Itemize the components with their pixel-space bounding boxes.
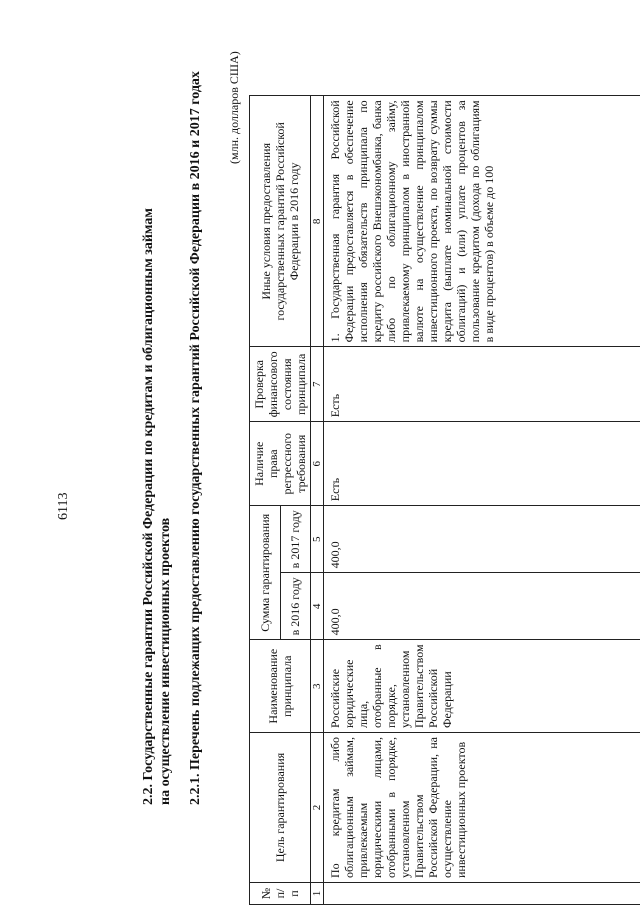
- subsection-heading: 2.2.1. Перечень подлежащих предоставлению государственных гарантий Российской Федерации в 2016 и 2017 годах: [188, 71, 203, 805]
- header-principal: Наименование принципала: [250, 640, 311, 733]
- column-number: 5: [311, 506, 324, 573]
- header-amount-2016: в 2016 году: [280, 573, 311, 640]
- column-number: 4: [311, 573, 324, 640]
- table-row: [324, 96, 640, 905]
- row-other-conditions: 1. Государственная гарантия Российской Федерации предоставляется в обеспечение исполнения обязательств принципала по кредиту российского Внешэкономбанка, банка либо по облигационному займу, привлекаемому принципалом в иностранной валюте на осуществление принципалом инвестиционного проекта, по возврату суммы кредита (выплате номинальной стоимости облигаций) и (или) уплате процентов за пользование кредитом (дохода по облигациям в виде процентов) в объеме до 100: [324, 96, 640, 347]
- header-num: № п/п: [250, 883, 311, 905]
- column-number: 6: [311, 422, 324, 506]
- row-amount-2017: 400,0: [324, 506, 640, 573]
- header-amount: Сумма гарантирования: [250, 506, 281, 640]
- row-purpose: По кредитам либо облигационным займам, привлекаемым юридическими лицами, отобранными в порядке, установленном Правительством Российской Федерации, на осуществление инвестиционных проектов: [324, 733, 640, 883]
- header-regress: Наличие права регрессного требования: [250, 422, 311, 506]
- header-amount-2017: в 2017 году: [280, 506, 311, 573]
- column-number: 8: [311, 96, 324, 347]
- column-number-row: [311, 96, 324, 905]
- row-principal: Российские юридические лица, отобранные в порядке, установленном Правительством Российской Федерации: [324, 640, 640, 733]
- header-other-conditions: Иные условия предоставления государственных гарантий Российской Федерации в 2016 году: [250, 96, 311, 347]
- unit-note: (млн. долларов США): [227, 51, 241, 164]
- row-num: [324, 883, 640, 905]
- column-number: 1: [311, 883, 324, 905]
- column-number: 3: [311, 640, 324, 733]
- row-regress: Есть: [324, 422, 640, 506]
- row-amount-2016: 400,0: [324, 573, 640, 640]
- guarantees-table: [249, 95, 640, 905]
- header-purpose: Цель гарантирования: [250, 733, 311, 883]
- header-row: [250, 96, 281, 905]
- section-heading: 2.2. Государственные гарантии Российской Федерации по кредитам и облигационным займам на осуществление инвестиционных проектов: [141, 208, 173, 805]
- column-number: 2: [311, 733, 324, 883]
- column-number: 7: [311, 347, 324, 422]
- page-number: 6113: [56, 492, 71, 520]
- row-check: Есть: [324, 347, 640, 422]
- header-check: Проверка финансового состояния принципала: [250, 347, 311, 422]
